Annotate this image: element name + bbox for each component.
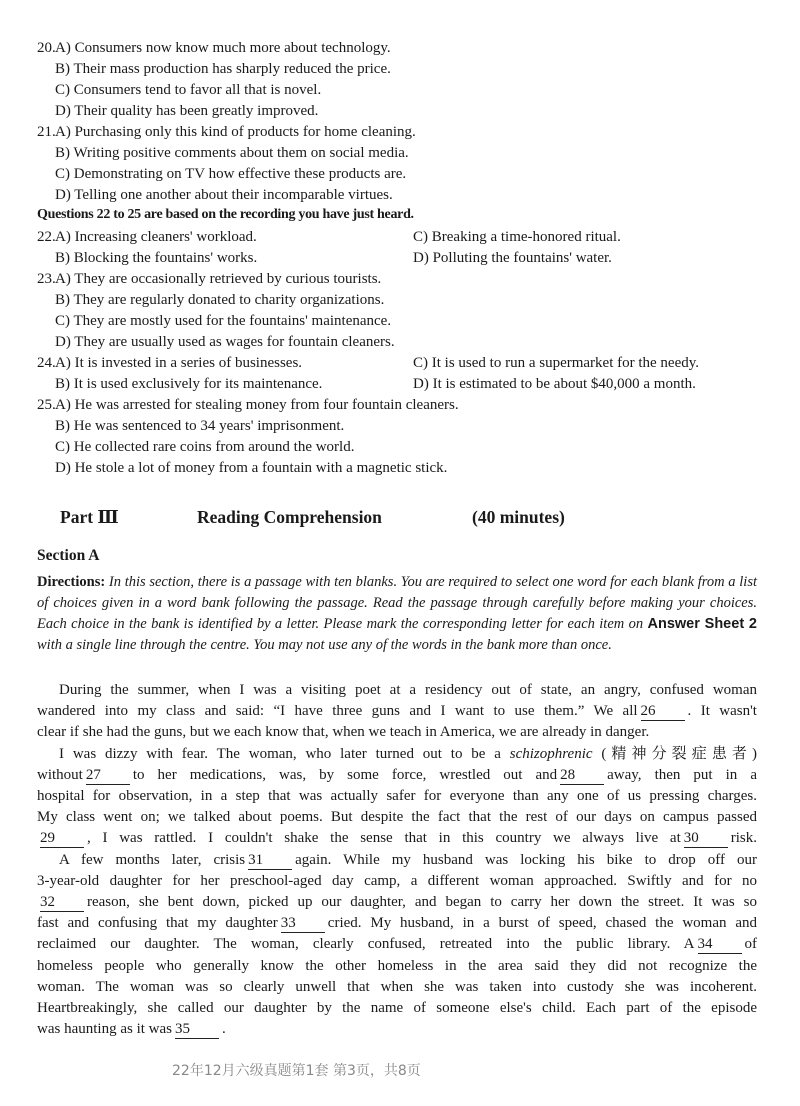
option: C) Breaking a time-honored ritual. [413, 229, 621, 245]
blank-29: 29 [40, 830, 84, 848]
question-line [0, 164, 800, 185]
part-time: (40 minutes) [472, 507, 565, 527]
directions-label: Directions: [37, 574, 106, 590]
passage-text: I was dizzy with fear. The woman, who later turned out to be a [59, 745, 510, 762]
option: D) It is estimated to be about $40,000 a month. [413, 376, 696, 392]
question-number: 22. [37, 229, 56, 245]
passage-text: reason, she bent down, picked up our daughter, and began to carry her down the street. It was so [87, 894, 757, 910]
question-line [0, 143, 800, 164]
blank-28: 28 [560, 767, 604, 785]
section-title: Section A [37, 547, 100, 564]
answer-sheet-ref: Answer Sheet 2 [647, 616, 757, 632]
passage-text: again. While my husband was locking his bike to drop off our [295, 851, 757, 868]
blank-33: 33 [281, 915, 325, 933]
question-line [0, 122, 800, 143]
passage-line [37, 956, 757, 977]
blank-30: 30 [684, 830, 728, 848]
question-number: 24. [37, 355, 56, 371]
passage-text: fast and confusing that my daughter [37, 915, 278, 932]
passage-text: of [744, 936, 757, 953]
option-c: C) He collected rare coins from around the world. [55, 439, 355, 455]
question-number: 23. [37, 271, 56, 287]
passage-text: cried. My husband, in a burst of speed, chased the woman and [327, 915, 757, 932]
passage-line [37, 913, 757, 934]
passage-text: to her medications, was, by some force, wrestled out and [132, 766, 558, 783]
option-d: D) Their quality has been greatly improved. [55, 103, 319, 119]
passage-text: A few months later, crisis [59, 851, 246, 868]
option-a: A) Purchasing only this kind of products for home cleaning. [55, 124, 416, 140]
option-a: A) They are occasionally retrieved by curious tourists. [55, 271, 382, 287]
blank-32: 32 [40, 894, 84, 912]
option-a: A) Consumers now know much more about technology. [55, 40, 391, 56]
passage-text: (精神分裂症患者) [592, 745, 757, 762]
part-label: Part Ⅲ [60, 507, 119, 527]
passage-line [37, 807, 757, 828]
option-c: C) Demonstrating on TV how effective these products are. [55, 166, 407, 182]
option: B) Blocking the fountains' works. [55, 250, 258, 266]
question-number: 25. [37, 397, 56, 413]
passage-text: My class went on; we talked about poems. But despite the fact that the rest of our days on campus passed [37, 809, 757, 826]
passage-text: clear if she had the guns, but we each know that, when we teach in America, we are already in danger. [37, 724, 650, 741]
option: A) Increasing cleaners' workload. [55, 229, 257, 245]
option-b: B) Writing positive comments about them on social media. [55, 145, 409, 161]
question-line [0, 80, 800, 101]
passage-line [37, 786, 757, 807]
question-line [0, 101, 800, 122]
option-b: B) Their mass production has sharply reduced the price. [55, 61, 391, 77]
option-c: C) Consumers tend to favor all that is novel. [55, 82, 322, 98]
passage-line [37, 722, 757, 743]
passage-line [37, 892, 757, 913]
question-line [0, 38, 800, 59]
directions-text: In this section, there is a passage with ten blanks. You are required to select one word for each blank from a list of choices given in a word bank following the passage. Read the passage through carefully before making your choices. Each choice in the bank is identified by a letter. Please mark the corresponding letter for each item on [37, 574, 757, 632]
passage-text: risk. [730, 830, 757, 847]
passage-line [37, 871, 757, 892]
option-c: C) They are mostly used for the fountains' maintenance. [55, 313, 392, 329]
option-d: D) He stole a lot of money from a fountain with a magnetic stick. [55, 460, 448, 476]
option: D) Polluting the fountains' water. [413, 250, 612, 266]
passage-text: . [221, 1021, 226, 1038]
passage-text: 3-year-old daughter for her preschool-aged day camp, a different woman approached. Swiftly and for no [37, 872, 757, 889]
passage-line [37, 828, 757, 849]
italic-term: schizophrenic [509, 745, 593, 762]
question-number: 20. [37, 40, 56, 56]
blank-27: 27 [86, 767, 130, 785]
group-header: Questions 22 to 25 are based on the recording you have just heard. [37, 207, 414, 222]
passage-line [37, 744, 757, 765]
passage-text: , I was rattled. I couldn't shake the sense that in this country we always live at [87, 830, 681, 847]
passage-text: was haunting as it was [37, 1021, 172, 1038]
passage-text: wandered into my class and said: “I have three guns and I want to use them.” We all [37, 703, 638, 720]
question-line [0, 185, 800, 206]
passage-line [37, 1019, 757, 1040]
passage-line [37, 998, 757, 1019]
passage-line [37, 977, 757, 998]
blank-26: 26 [641, 703, 685, 721]
passage-line [37, 934, 757, 955]
blank-35: 35 [175, 1021, 219, 1039]
passage-line [37, 850, 757, 871]
passage-text: hospital for observation, in a step that was actually safer for everyone than any one of us pressing charges. [37, 788, 757, 804]
passage-text: without [37, 766, 83, 783]
passage-line [37, 680, 757, 701]
page-footer: 22年12月六级真题第1套 第3页，共8页 [172, 1063, 421, 1079]
passage-text: homeless people who generally know the other homeless in the area said they did not recognize the [37, 957, 757, 974]
option-d: D) Telling one another about their incomparable virtues. [55, 187, 393, 203]
option: C) It is used to run a supermarket for the needy. [413, 355, 700, 371]
passage-text: reclaimed our daughter. The woman, clearly confused, retreated into the public library. A [37, 936, 695, 953]
question-number: 21. [37, 124, 56, 140]
blank-31: 31 [248, 852, 292, 870]
passage-text: woman. The woman was so clearly unwell that when she was taken into custody she was incoherent. [37, 978, 757, 995]
part-title: Reading Comprehension [197, 507, 382, 527]
option: A) It is invested in a series of businesses. [55, 355, 303, 371]
passage-text: Heartbreakingly, she called our daughter by the name of someone else's child. Each part of the episode [37, 1000, 757, 1016]
blank-34: 34 [698, 936, 742, 954]
passage-line [37, 765, 757, 786]
passage-text: . It wasn't [687, 703, 757, 720]
passage-text: away, then put in a [607, 766, 757, 783]
option: B) It is used exclusively for its maintenance. [55, 376, 323, 392]
passage-line [37, 701, 757, 722]
option-a: A) He was arrested for stealing money from four fountain cleaners. [55, 397, 459, 413]
directions [37, 572, 757, 656]
option-b: B) They are regularly donated to charity organizations. [55, 292, 385, 308]
option-d: D) They are usually used as wages for fountain cleaners. [55, 334, 395, 350]
question-line [0, 59, 800, 80]
passage-text: During the summer, when I was a visiting poet at a residency out of state, an angry, confused woman [59, 682, 757, 698]
option-b: B) He was sentenced to 34 years' imprisonment. [55, 418, 345, 434]
directions-text-end: with a single line through the centre. You may not use any of the words in the bank more than once. [37, 637, 612, 653]
